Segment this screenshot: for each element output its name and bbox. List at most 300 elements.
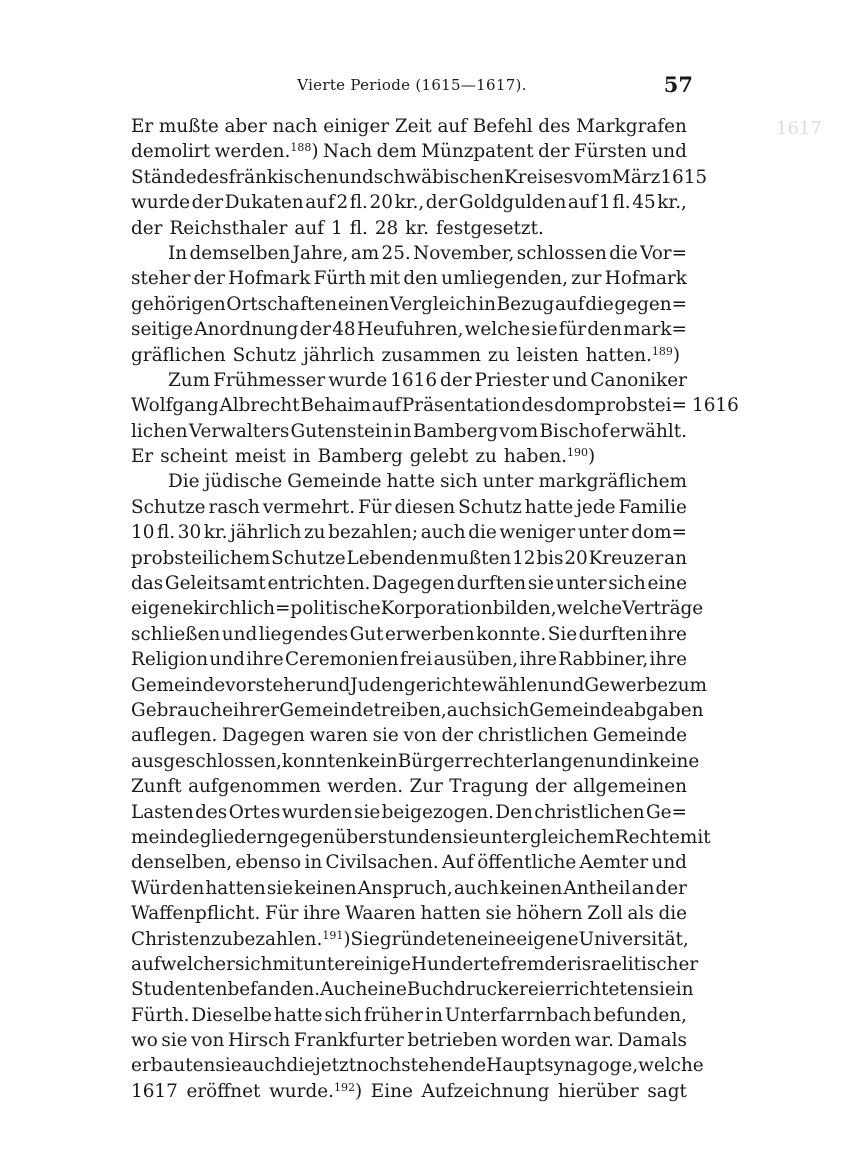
bleed-through bbox=[736, 116, 864, 816]
word bbox=[350, 622, 384, 647]
word bbox=[436, 216, 544, 241]
word bbox=[358, 876, 453, 901]
word bbox=[632, 876, 655, 901]
word bbox=[612, 165, 660, 190]
word bbox=[457, 571, 526, 596]
word-text: probsteilichem bbox=[131, 547, 271, 569]
word bbox=[650, 977, 676, 1002]
word bbox=[631, 520, 687, 545]
word-text: frei bbox=[399, 649, 433, 671]
word bbox=[576, 114, 687, 139]
word-text: 12 bbox=[512, 547, 536, 569]
word bbox=[657, 190, 687, 215]
word-text: einen bbox=[337, 293, 390, 315]
word bbox=[421, 520, 466, 545]
word bbox=[613, 190, 631, 215]
word-text: Dagegen bbox=[222, 725, 305, 747]
text-line bbox=[131, 1079, 687, 1104]
word-text: und bbox=[314, 674, 351, 696]
word-text: lichen bbox=[131, 420, 188, 442]
word bbox=[131, 1079, 178, 1104]
word-text: 30 bbox=[177, 522, 202, 544]
word bbox=[394, 419, 412, 444]
word bbox=[492, 698, 529, 723]
word bbox=[193, 266, 224, 291]
word bbox=[403, 266, 438, 291]
word bbox=[304, 520, 326, 545]
word-text: wählen bbox=[481, 674, 549, 696]
word bbox=[564, 546, 587, 571]
word bbox=[314, 266, 367, 291]
word bbox=[589, 546, 664, 571]
word bbox=[323, 139, 372, 164]
text-line bbox=[131, 673, 707, 698]
word-text: Lasten bbox=[131, 801, 194, 823]
word bbox=[168, 241, 187, 266]
text-line bbox=[131, 419, 687, 444]
word bbox=[449, 774, 528, 799]
page-number: 57 bbox=[663, 72, 693, 97]
word bbox=[516, 901, 582, 926]
word bbox=[478, 723, 588, 748]
word bbox=[501, 1028, 571, 1053]
word-text: zum bbox=[668, 674, 707, 696]
word-text: keinen bbox=[499, 877, 563, 899]
word-text: Gutenstein bbox=[290, 420, 393, 442]
margin-year-note: 1616 bbox=[692, 395, 739, 417]
word-text: mußte bbox=[158, 116, 219, 137]
word bbox=[576, 952, 698, 977]
word bbox=[530, 825, 615, 850]
word bbox=[282, 749, 358, 774]
word-text: Ortschaften bbox=[226, 293, 338, 315]
word bbox=[539, 419, 608, 444]
word-text: Hunderte bbox=[411, 953, 501, 975]
word-text: Bürgerrecht bbox=[397, 750, 513, 772]
word bbox=[186, 1079, 260, 1104]
word bbox=[161, 952, 235, 977]
text-line bbox=[131, 876, 687, 901]
word bbox=[536, 546, 563, 571]
word-text: Schutze bbox=[271, 547, 346, 569]
word-text: sie bbox=[372, 725, 399, 747]
text-line bbox=[131, 139, 687, 164]
word bbox=[504, 165, 573, 190]
word-text: zu bbox=[488, 344, 510, 366]
word-text: Civilsachen. bbox=[325, 852, 439, 874]
word-text: Gebrauche bbox=[131, 699, 233, 721]
word bbox=[575, 1028, 614, 1053]
word bbox=[504, 444, 595, 469]
word-text: wurde bbox=[131, 192, 191, 214]
word bbox=[628, 901, 654, 926]
word-text: sie bbox=[161, 1030, 188, 1052]
word bbox=[205, 876, 265, 901]
word bbox=[440, 469, 477, 494]
word-text: eigene bbox=[516, 928, 579, 950]
running-head: Vierte Periode (1615—1617). bbox=[297, 76, 527, 94]
word-text: Damals bbox=[617, 1030, 687, 1052]
word bbox=[229, 165, 339, 190]
word bbox=[263, 495, 355, 520]
word-text: Er bbox=[131, 446, 154, 468]
word bbox=[305, 850, 323, 875]
word bbox=[499, 419, 538, 444]
word bbox=[169, 216, 287, 241]
word-text: Gemeindevorsteher bbox=[131, 674, 315, 696]
text-line bbox=[131, 622, 687, 647]
text-line bbox=[131, 546, 687, 571]
word bbox=[623, 317, 687, 342]
word bbox=[413, 419, 498, 444]
word-text: die bbox=[468, 522, 497, 544]
word bbox=[178, 520, 201, 545]
body-text bbox=[131, 114, 711, 1104]
word bbox=[476, 622, 546, 647]
word bbox=[354, 952, 411, 977]
word bbox=[382, 241, 411, 266]
word-text: mußten bbox=[439, 547, 512, 569]
word-text: Gemeinde bbox=[592, 725, 687, 747]
word-text: wurde. bbox=[269, 1080, 334, 1102]
word bbox=[387, 469, 435, 494]
word bbox=[224, 114, 266, 139]
word bbox=[400, 647, 432, 672]
word bbox=[558, 1079, 639, 1104]
word-text: Hofmark bbox=[604, 268, 687, 290]
word bbox=[404, 723, 437, 748]
text-line bbox=[131, 343, 687, 368]
word bbox=[370, 190, 393, 215]
word-text: unter bbox=[555, 573, 607, 595]
word-text: Wolfgang bbox=[131, 395, 219, 417]
word bbox=[421, 139, 533, 164]
word bbox=[300, 317, 331, 342]
word bbox=[599, 190, 611, 215]
word bbox=[647, 571, 687, 596]
word bbox=[168, 368, 210, 393]
word bbox=[538, 469, 686, 494]
word-text: erwählt. bbox=[609, 420, 687, 442]
text-line bbox=[131, 647, 687, 672]
word bbox=[215, 1053, 241, 1078]
word bbox=[189, 419, 289, 444]
word bbox=[390, 292, 478, 317]
word bbox=[209, 495, 260, 520]
word bbox=[219, 393, 299, 418]
word-text: von bbox=[403, 725, 437, 747]
word-text: auch bbox=[453, 877, 499, 899]
word bbox=[517, 343, 579, 368]
word bbox=[426, 190, 457, 215]
word bbox=[194, 317, 298, 342]
word-text: Bischof bbox=[539, 420, 609, 442]
word-text: ) bbox=[354, 1080, 363, 1102]
word-text: wurde bbox=[328, 369, 388, 391]
word-text: der bbox=[193, 268, 225, 290]
word bbox=[235, 952, 272, 977]
word bbox=[131, 977, 227, 1002]
word-text: jährlich bbox=[303, 344, 375, 366]
word bbox=[235, 850, 301, 875]
word bbox=[587, 317, 622, 342]
text-line bbox=[131, 977, 694, 1002]
word bbox=[318, 444, 403, 469]
word bbox=[277, 825, 377, 850]
word bbox=[373, 698, 446, 723]
word bbox=[610, 419, 687, 444]
word bbox=[638, 1053, 704, 1078]
word-text: Tragung bbox=[449, 776, 529, 798]
word-text: sich bbox=[608, 573, 646, 595]
word-text: sich bbox=[324, 1004, 362, 1026]
word bbox=[573, 165, 612, 190]
word bbox=[131, 216, 162, 241]
word bbox=[405, 216, 429, 241]
text-line bbox=[131, 216, 687, 241]
text-line bbox=[131, 393, 687, 418]
word-text: Ortes bbox=[228, 801, 281, 823]
word bbox=[651, 850, 686, 875]
word bbox=[131, 343, 226, 368]
word bbox=[482, 673, 549, 698]
word-text: zu bbox=[303, 522, 326, 544]
word-text: Universität, bbox=[578, 928, 689, 950]
word bbox=[131, 419, 188, 444]
word bbox=[475, 444, 497, 469]
word-text: ausüben, bbox=[433, 649, 519, 671]
word-text: öffentliche bbox=[477, 852, 577, 874]
word-text: Schutze bbox=[131, 496, 206, 518]
word-text: vom bbox=[499, 420, 539, 442]
word-text: des bbox=[196, 166, 229, 188]
word bbox=[213, 368, 325, 393]
word-text: Schutz bbox=[458, 496, 522, 518]
word bbox=[157, 520, 175, 545]
word bbox=[131, 495, 206, 520]
word-text: welche bbox=[556, 598, 623, 620]
word bbox=[285, 647, 399, 672]
word bbox=[235, 444, 286, 469]
word-text: fremder bbox=[500, 953, 576, 975]
word bbox=[369, 266, 400, 291]
word-text: 10 bbox=[131, 522, 155, 544]
word-text: errichteten bbox=[544, 979, 650, 1001]
word-text: weniger bbox=[499, 522, 576, 544]
word bbox=[395, 114, 432, 139]
word-text: schwäbischen bbox=[373, 166, 505, 188]
word-text: Befehl bbox=[472, 116, 533, 137]
word bbox=[327, 774, 403, 799]
word-text: befunden, bbox=[593, 1004, 687, 1026]
word bbox=[614, 292, 687, 317]
word-text: und bbox=[651, 141, 687, 163]
word bbox=[587, 901, 623, 926]
word bbox=[571, 266, 601, 291]
word-text: Dukaten bbox=[224, 192, 304, 214]
word-text: die bbox=[609, 242, 638, 264]
text-line bbox=[131, 469, 687, 494]
word bbox=[617, 1028, 686, 1053]
word bbox=[350, 216, 368, 241]
word bbox=[228, 266, 310, 291]
word-text: kr., bbox=[394, 192, 425, 214]
word-text: und bbox=[548, 674, 585, 696]
word-text: kr. bbox=[203, 522, 228, 544]
word-text: in bbox=[478, 293, 496, 315]
word bbox=[131, 723, 217, 748]
word bbox=[338, 292, 389, 317]
word-text: hatten bbox=[205, 877, 266, 899]
word-text: fl. bbox=[349, 217, 368, 239]
word bbox=[131, 800, 194, 825]
word-text: 48 bbox=[332, 319, 356, 341]
word-text: den bbox=[587, 319, 622, 341]
word-text: Antheil bbox=[563, 877, 631, 899]
word bbox=[593, 1003, 687, 1028]
word-text: bezahlen. bbox=[232, 928, 323, 950]
word bbox=[305, 190, 335, 215]
word-text: stunden bbox=[377, 826, 453, 848]
word bbox=[267, 876, 293, 901]
word-text: eine bbox=[367, 979, 407, 1001]
word bbox=[556, 571, 607, 596]
word-text: 1 bbox=[331, 217, 343, 239]
word bbox=[378, 825, 453, 850]
word bbox=[425, 1003, 443, 1028]
word-text: markgräflichem bbox=[538, 471, 687, 493]
word-text: Bezug bbox=[496, 293, 555, 315]
word-text: Verwalters bbox=[188, 420, 290, 442]
word-text: Albrecht bbox=[219, 395, 300, 417]
word-text: Heufuhren, bbox=[356, 319, 464, 341]
word-text: der bbox=[655, 877, 687, 899]
word bbox=[192, 190, 223, 215]
word-text: Buchdruckerei bbox=[406, 979, 545, 1001]
word bbox=[422, 1079, 550, 1104]
word bbox=[622, 596, 703, 621]
word bbox=[332, 317, 355, 342]
word bbox=[131, 850, 232, 875]
word-text: Reichsthaler bbox=[169, 217, 288, 239]
word-text: in bbox=[393, 420, 412, 442]
word-text: sie bbox=[452, 826, 480, 848]
word bbox=[632, 190, 655, 215]
word bbox=[676, 977, 694, 1002]
word bbox=[579, 622, 648, 647]
text-line bbox=[131, 1028, 687, 1053]
word-text: Zum bbox=[168, 369, 211, 391]
word bbox=[395, 190, 425, 215]
word bbox=[131, 876, 204, 901]
word-text: Gewerbe bbox=[584, 674, 668, 696]
word bbox=[586, 343, 680, 368]
word-text: vermehrt. bbox=[262, 496, 356, 518]
word-text: schließen bbox=[131, 623, 221, 645]
word-text: noch bbox=[356, 1055, 402, 1077]
word bbox=[584, 673, 668, 698]
footnote-marker: 190 bbox=[567, 446, 589, 460]
word-text: die bbox=[585, 293, 614, 315]
word bbox=[381, 343, 481, 368]
word-text: mark= bbox=[623, 319, 687, 341]
word-text: diesen bbox=[394, 496, 456, 518]
word bbox=[590, 368, 687, 393]
word-text: der bbox=[299, 319, 332, 341]
word bbox=[215, 139, 319, 164]
word-text: sie bbox=[531, 319, 558, 341]
word bbox=[358, 495, 391, 520]
word-text: kein bbox=[357, 750, 398, 772]
word bbox=[475, 368, 549, 393]
word-text: der bbox=[538, 141, 570, 163]
word-text: hatte bbox=[386, 471, 436, 493]
word bbox=[354, 800, 380, 825]
word bbox=[273, 114, 318, 139]
word-text: Stände bbox=[131, 166, 197, 188]
word bbox=[595, 749, 630, 774]
text-line bbox=[131, 317, 687, 342]
word-text: vom bbox=[573, 166, 613, 188]
word-text: Gemeinde bbox=[279, 699, 374, 721]
word-text: zu bbox=[211, 928, 233, 950]
word bbox=[294, 876, 356, 901]
word-text: Lebenden bbox=[346, 547, 439, 569]
word bbox=[351, 927, 380, 952]
word-text: Judengerichte bbox=[350, 674, 482, 696]
word-text: 45 bbox=[632, 192, 656, 214]
word-text: ) bbox=[311, 141, 319, 163]
footnote-marker: 191 bbox=[322, 928, 344, 942]
word-text: und bbox=[221, 623, 258, 645]
footnote-marker: 192 bbox=[333, 1080, 355, 1094]
word-text: sich bbox=[440, 471, 478, 493]
word-text: Die bbox=[168, 471, 200, 493]
word-text: Zur bbox=[409, 776, 443, 798]
word-text: Geleitsamt bbox=[164, 573, 266, 595]
word-text: Gemeindeabgaben bbox=[529, 699, 704, 721]
word-text: auf bbox=[437, 116, 468, 137]
word-text: unter bbox=[577, 522, 629, 544]
word bbox=[131, 749, 282, 774]
word-text: welche bbox=[464, 319, 531, 341]
text-line bbox=[131, 901, 687, 926]
word bbox=[483, 469, 534, 494]
word-text: nach bbox=[272, 116, 318, 137]
word bbox=[131, 698, 233, 723]
word-text: keine bbox=[648, 750, 700, 772]
word-text: in bbox=[675, 979, 694, 1001]
word-text: Religion bbox=[131, 649, 209, 671]
word bbox=[608, 571, 645, 596]
word bbox=[131, 546, 270, 571]
word-text: und bbox=[551, 369, 588, 391]
word bbox=[271, 546, 346, 571]
word bbox=[497, 292, 555, 317]
word bbox=[367, 977, 407, 1002]
word bbox=[554, 393, 687, 418]
word bbox=[477, 850, 576, 875]
word bbox=[442, 723, 473, 748]
word-text: kirchlich=politische bbox=[193, 598, 381, 620]
word-text: werden. bbox=[214, 141, 291, 163]
word bbox=[347, 546, 439, 571]
word bbox=[294, 216, 324, 241]
word bbox=[558, 647, 648, 672]
word-text: dom= bbox=[631, 522, 687, 544]
word-text: gegenüber bbox=[277, 826, 378, 848]
text-line bbox=[131, 571, 687, 596]
